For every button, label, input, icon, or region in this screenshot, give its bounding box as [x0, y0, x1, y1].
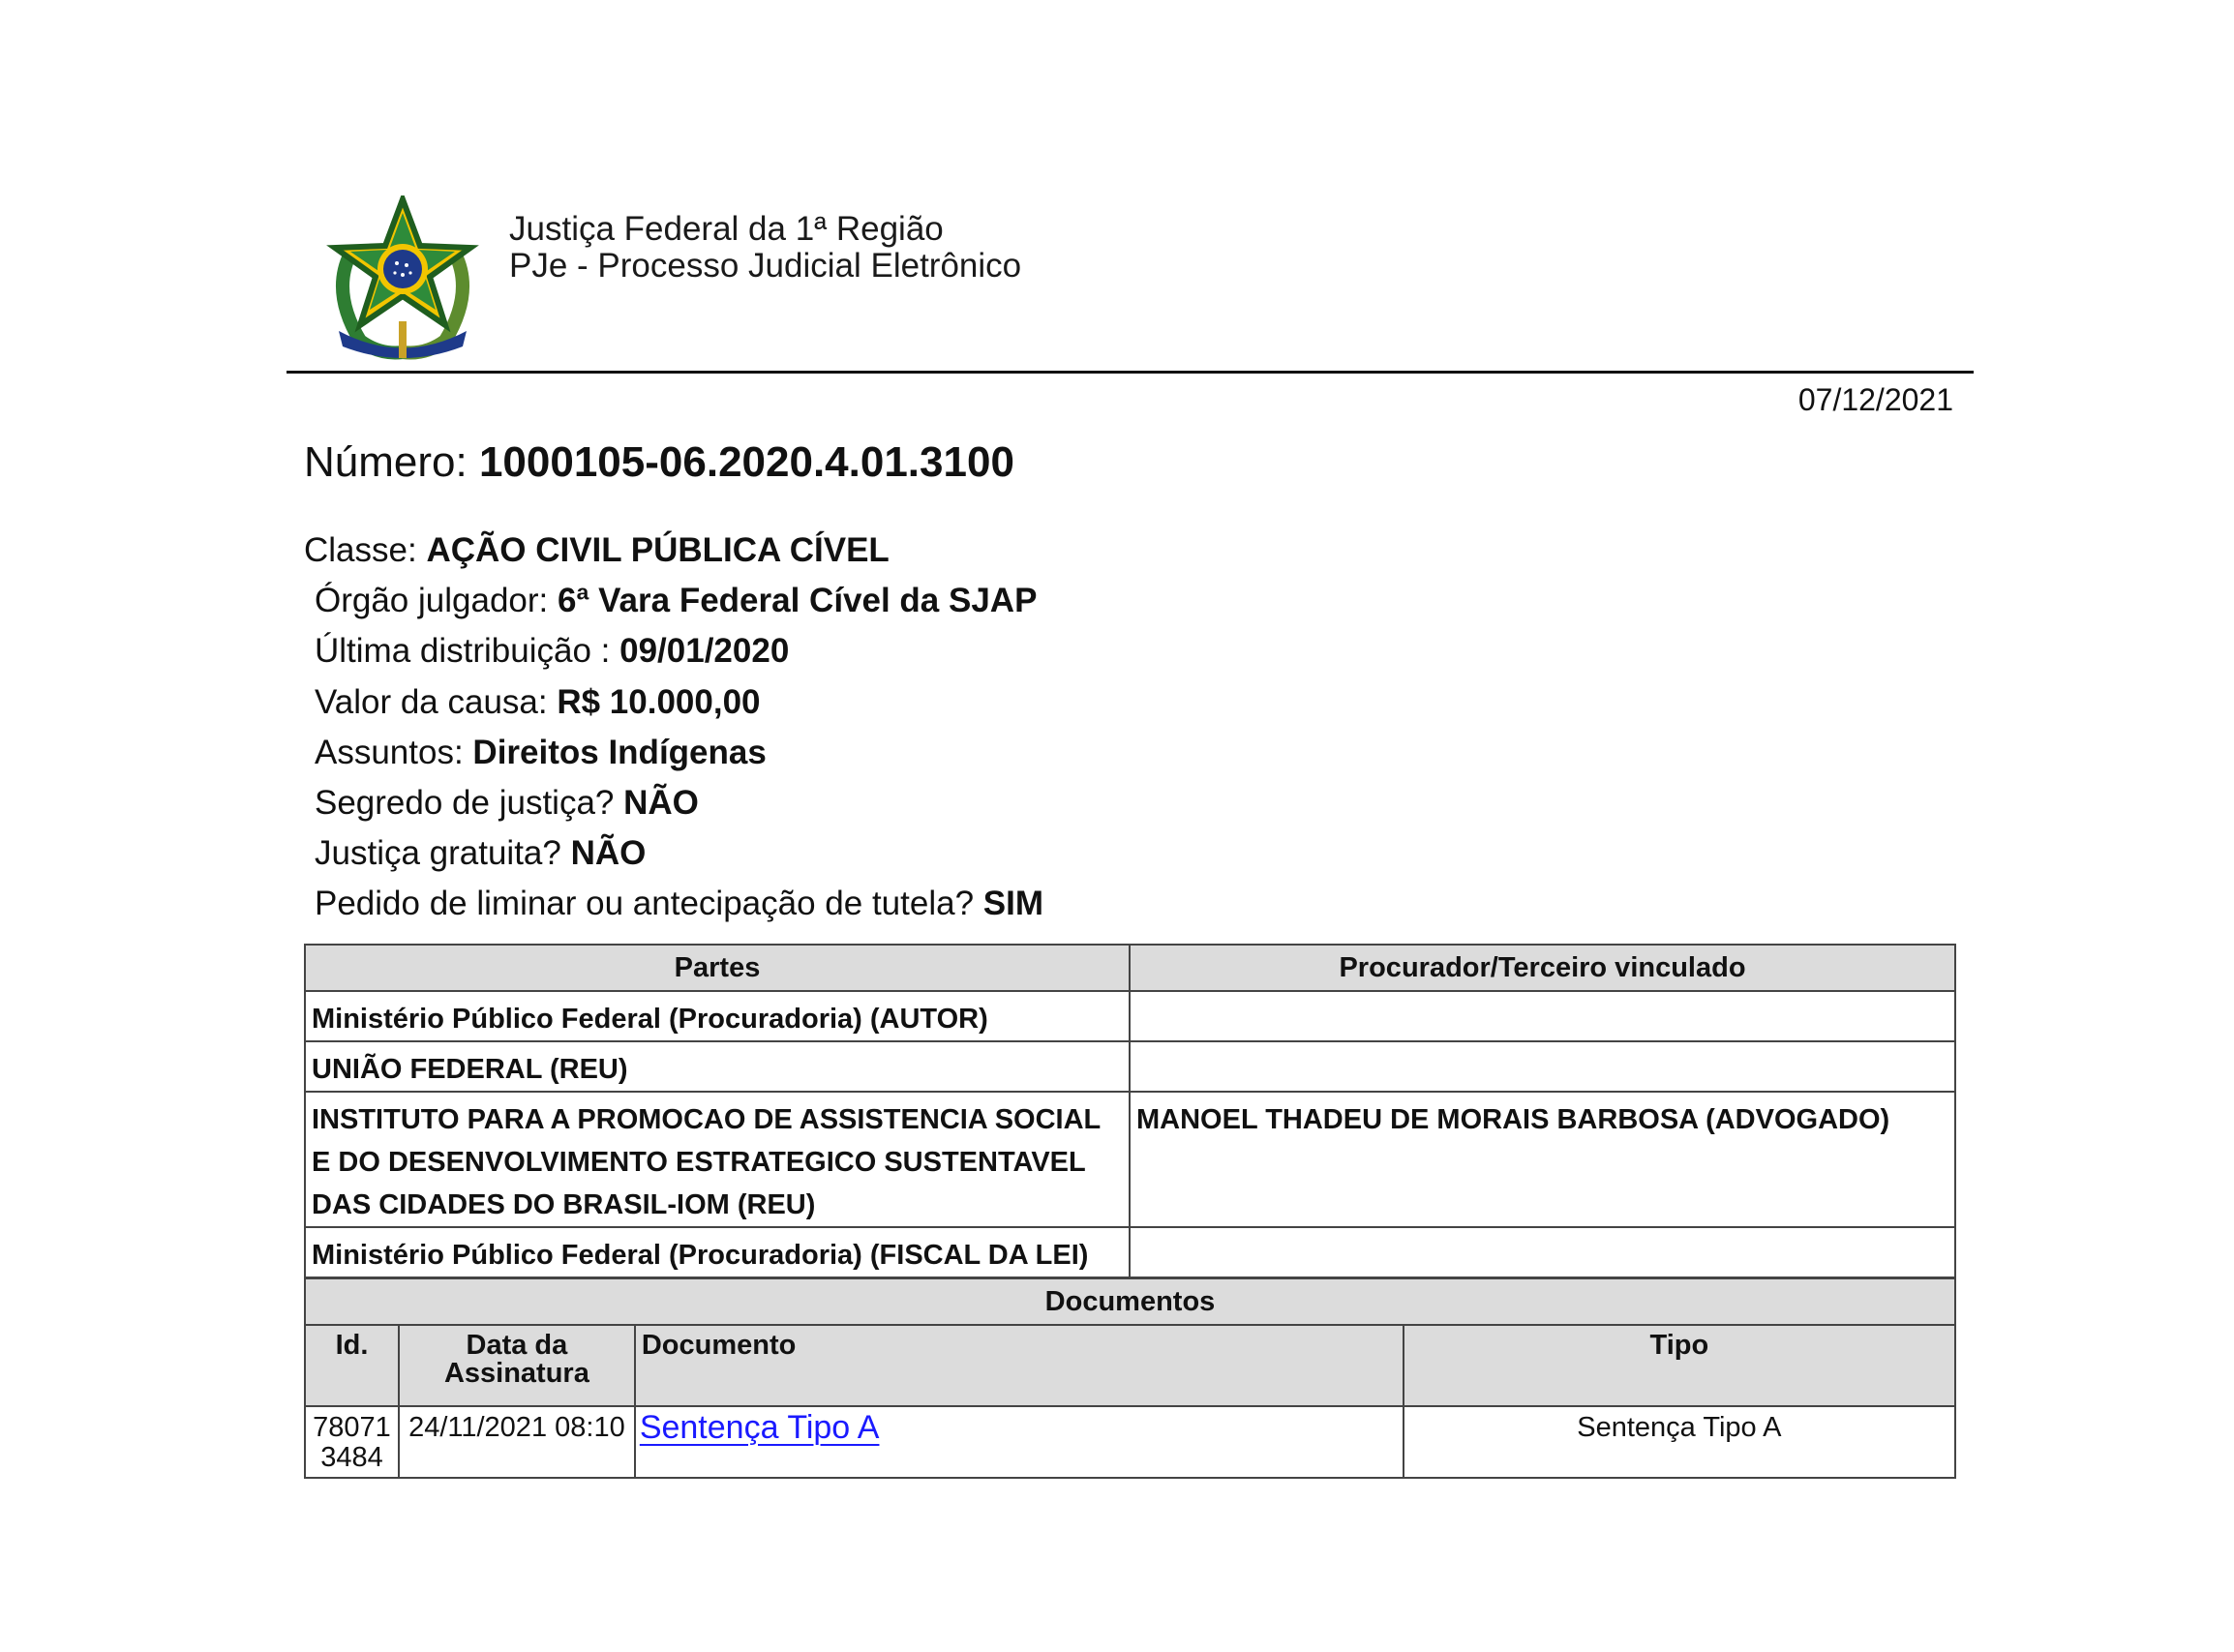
field-label: Valor da causa:	[315, 682, 558, 721]
tipo-cell: Sentença Tipo A	[1404, 1406, 1955, 1478]
documentos-title-row	[305, 1278, 1955, 1325]
documento-cell	[635, 1406, 1404, 1478]
field-value: R$ 10.000,00	[557, 682, 761, 721]
field-label: Classe:	[304, 531, 427, 569]
field-pedido-liminar	[304, 879, 1043, 929]
process-number-label: Número:	[304, 438, 479, 486]
parte-cell: Ministério Público Federal (Procuradoria) (AUTOR)	[305, 991, 1130, 1041]
header-line: Data da	[466, 1330, 568, 1361]
field-assuntos	[304, 728, 1043, 778]
report-date: 07/12/2021	[1797, 382, 1953, 417]
parte-cell: Ministério Público Federal (Procuradoria) (FISCAL DA LEI)	[305, 1227, 1130, 1277]
field-justica-gratuita	[304, 828, 1043, 879]
parte-cell	[305, 1092, 1130, 1227]
field-value: NÃO	[623, 783, 699, 822]
id-line: 78071	[313, 1412, 391, 1443]
table-row	[305, 1092, 1955, 1227]
documentos-header-row	[305, 1325, 1955, 1406]
documentos-table	[304, 1277, 1956, 1479]
parte-cell: UNIÃO FEDERAL (REU)	[305, 1041, 1130, 1092]
header-divider	[287, 371, 1974, 374]
field-valor-da-causa	[304, 677, 1043, 728]
process-fields	[304, 526, 1043, 930]
process-number	[304, 438, 1014, 487]
partes-header-row	[305, 945, 1955, 991]
brasao-da-republica-icon	[321, 195, 484, 362]
documentos-title: Documentos	[305, 1278, 1955, 1325]
documento-header: Documento	[635, 1325, 1404, 1406]
procurador-cell	[1130, 1227, 1955, 1277]
field-classe	[304, 526, 1043, 576]
procurador-cell	[1130, 1041, 1955, 1092]
data-assinatura-cell: 24/11/2021 08:10	[399, 1406, 635, 1478]
table-row	[305, 991, 1955, 1041]
table-row	[305, 1227, 1955, 1277]
field-label: Justiça gratuita?	[315, 834, 571, 873]
field-segredo-de-justica	[304, 778, 1043, 828]
documento-link[interactable]: Sentença Tipo A	[639, 1409, 880, 1446]
field-ultima-distribuicao	[304, 626, 1043, 676]
id-line: 3484	[320, 1442, 383, 1473]
field-orgao-julgador	[304, 576, 1043, 626]
table-row	[305, 1041, 1955, 1092]
data-assinatura-header	[399, 1325, 635, 1406]
table-row	[305, 1406, 1955, 1478]
tipo-header: Tipo	[1404, 1325, 1955, 1406]
field-label: Pedido de liminar ou antecipação de tutela?	[315, 885, 983, 923]
parte-line: INSTITUTO PARA A PROMOCAO DE ASSISTENCIA SOCIAL	[312, 1104, 1102, 1135]
field-label: Assuntos:	[315, 733, 473, 771]
parte-line: DAS CIDADES DO BRASIL-IOM (REU)	[312, 1189, 816, 1220]
system-name: PJe - Processo Judicial Eletrônico	[509, 247, 1022, 285]
header-line: Assinatura	[443, 1358, 589, 1389]
field-label: Órgão julgador:	[315, 582, 558, 620]
id-header: Id.	[305, 1325, 399, 1406]
field-value: Direitos Indígenas	[472, 733, 767, 771]
field-value: SIM	[982, 885, 1043, 923]
procurador-header: Procurador/Terceiro vinculado	[1130, 945, 1955, 991]
partes-header: Partes	[305, 945, 1130, 991]
procurador-cell: MANOEL THADEU DE MORAIS BARBOSA (ADVOGADO)	[1130, 1092, 1955, 1227]
header-text	[509, 211, 1021, 285]
court-name: Justiça Federal da 1ª Região	[509, 210, 944, 248]
field-label: Última distribuição :	[315, 632, 620, 671]
field-label: Segredo de justiça?	[315, 783, 624, 822]
parte-line: E DO DESENVOLVIMENTO ESTRATEGICO SUSTENTAVEL	[312, 1147, 1086, 1178]
partes-table	[304, 944, 1956, 1278]
id-cell	[305, 1406, 399, 1478]
procurador-cell	[1130, 991, 1955, 1041]
field-value: 6ª Vara Federal Cível da SJAP	[557, 582, 1038, 620]
field-value: NÃO	[570, 834, 647, 873]
field-value: AÇÃO CIVIL PÚBLICA CÍVEL	[426, 531, 890, 569]
process-number-value: 1000105-06.2020.4.01.3100	[478, 438, 1014, 486]
field-value: 09/01/2020	[619, 632, 790, 671]
